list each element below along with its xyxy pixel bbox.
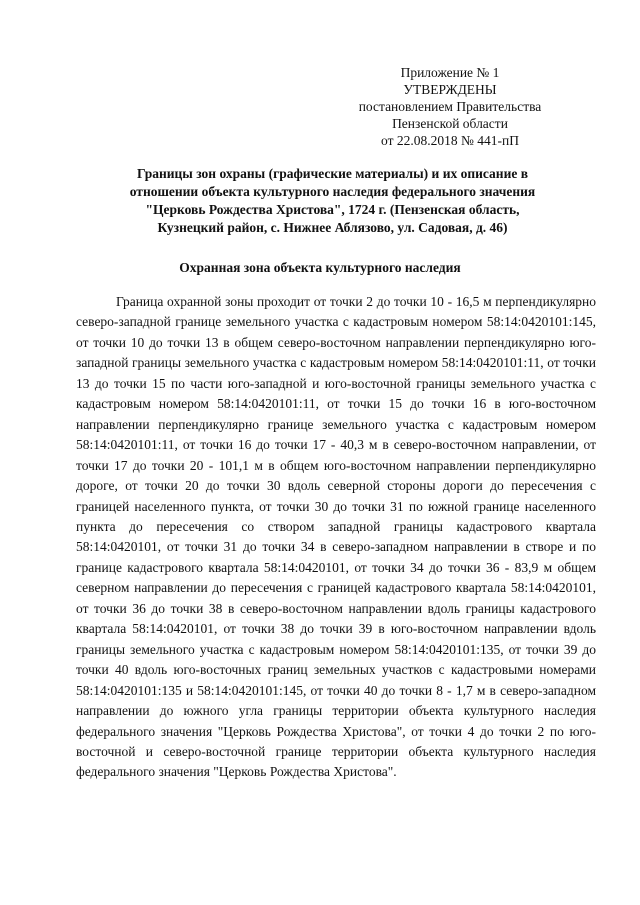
title-line-2: отношении объекта культурного наследия федерального значения — [129, 184, 536, 199]
title-line-4: Кузнецкий район, с. Нижнее Аблязово, ул. Садовая, д. 46) — [157, 220, 508, 235]
approval-decree-line: постановлением Правительства — [358, 99, 542, 114]
section-heading: Охранная зона объекта культурного наследия — [179, 260, 461, 275]
title-line-1: Границы зон охраны (графические материалы) и их описание в — [136, 166, 529, 181]
document-title — [95, 165, 570, 237]
title-line-3: "Церковь Рождества Христова", 1724 г. (Пензенская область, — [145, 202, 520, 217]
approval-region-line: Пензенской области — [392, 116, 508, 131]
approval-date-line: от 22.08.2018 № 441-пП — [381, 133, 519, 148]
approval-block — [340, 64, 560, 149]
boundary-description: Граница охранной зоны проходит от точки 2 до точки 10 - 16,5 м перпендикулярно северо-западной границе земельного участка с кадастровым номером 58:14:0420101:145, от точки 10 до точки 13 в общем северо-восточном направлении перпендикулярно юго-западной границы земельного участка с кадастровым номером 58:14:0420101:11, от точки 13 до точки 15 по части юго-западной и юго-восточной границы земельного участка с кадастровым номером 58:14:0420101:11, от точки 15 до точки 16 в юго-восточном направлении перпендикулярно границе земельного участка с кадастровым номером 58:14:0420101:11, от точки 16 до точки 17 - 40,3 м в северо-восточном направлении, от точки 17 до точки 20 - 101,1 м в общем юго-восточном направлении перпендикулярно дороге, от точки 20 до точки 30 вдоль северной стороны дороги до пересечения с границей населенного пункта, от точки 30 до точки 31 по южной границе населенного пункта до пересечения со створом западной границы кадастрового квартала 58:14:0420101, от точки 31 до точки 34 в северо-западном направлении в створе и по границе кадастрового квартала 58:14:0420101, от точки 34 до точки 36 - 83,9 м общем северном направлении до пересечения с границей кадастрового квартала 58:14:0420101, от точки 36 до точки 38 в северо-восточном направлении вдоль границы кадастрового квартала 58:14:0420101, от точки 38 до точки 39 в юго-восточном направлении вдоль границы земельного участка с кадастровым номером 58:14:0420101:135, от точки 39 до точки 40 вдоль юго-восточных границ земельных участков с кадастровыми номерами 58:14:0420101:135 и 58:14:0420101:145, от точки 40 до точки 8 - 1,7 м в северо-западном направлении до южного угла границы территории объекта культурного наследия федерального значения "Церковь Рождества Христова", от точки 4 до точки 2 по юго-восточной и северо-восточной границе территории объекта культурного наследия федерального значения "Церковь Рождества Христова". — [76, 294, 596, 780]
approved-label: УТВЕРЖДЕНЫ — [403, 82, 497, 97]
appendix-label: Приложение № 1 — [400, 65, 500, 80]
